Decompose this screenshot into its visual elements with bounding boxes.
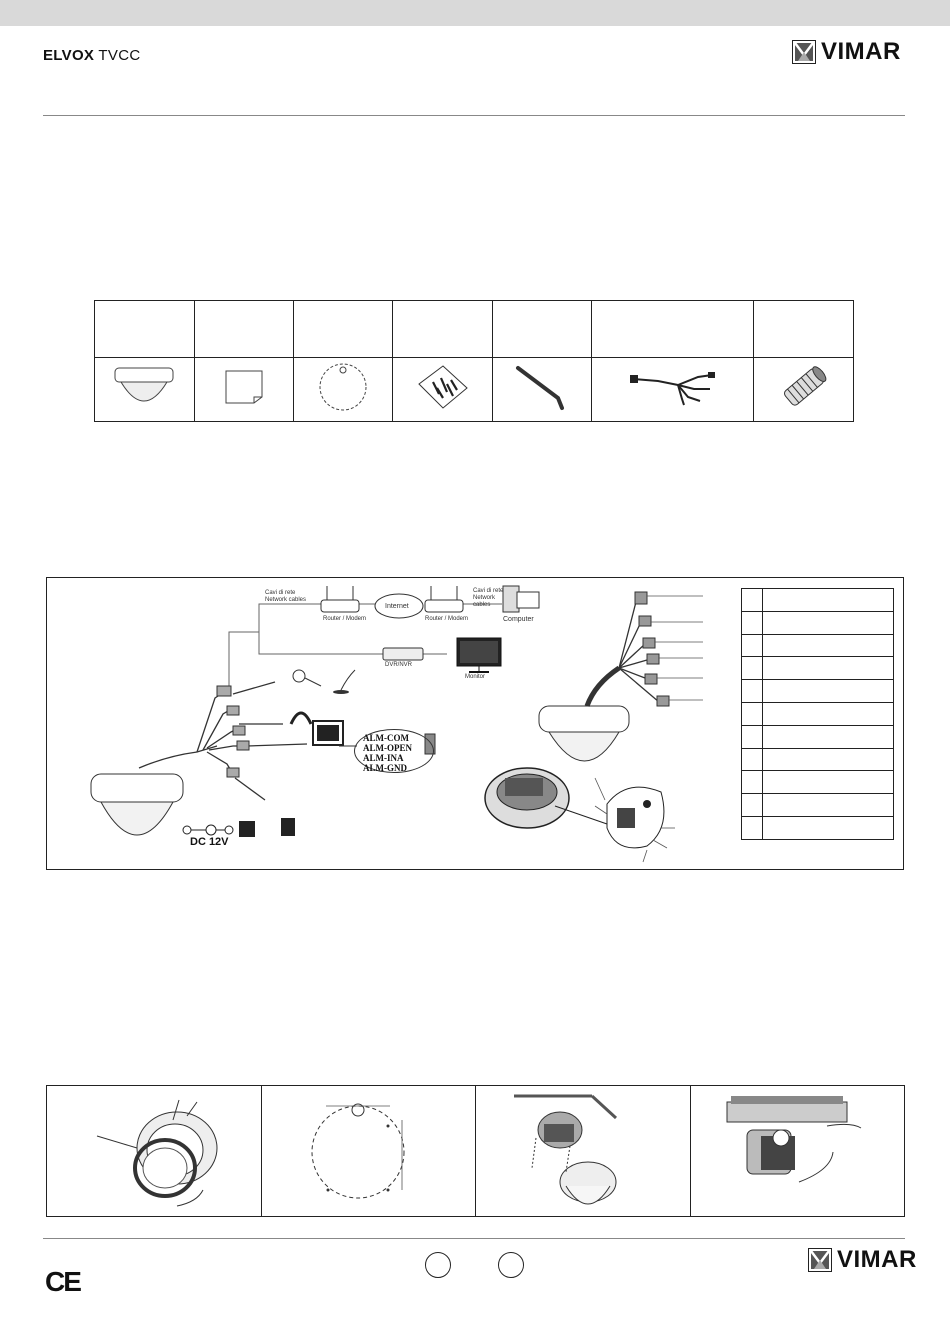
vimar-logo-icon xyxy=(792,40,816,64)
package-contents-table xyxy=(94,300,854,422)
table-cell xyxy=(293,301,392,358)
legend-number-cell xyxy=(742,748,763,771)
footer-rule xyxy=(43,1238,905,1239)
legend-label-cell xyxy=(763,680,894,703)
table-cell xyxy=(393,301,493,358)
cable-cell xyxy=(592,358,754,422)
monitor-icon xyxy=(457,638,501,672)
vimar-logo: VIMAR xyxy=(792,38,901,66)
connection-diagram xyxy=(46,577,904,870)
alarm-terminal-labels xyxy=(354,729,434,773)
cable-legend-table xyxy=(741,588,894,840)
manual-sheet-icon xyxy=(222,367,266,407)
drill-template-illustration xyxy=(262,1086,462,1216)
legend-number-cell xyxy=(742,634,763,657)
template-cell xyxy=(293,358,392,422)
legend-number-cell xyxy=(742,771,763,794)
remove-ring-illustration xyxy=(47,1086,247,1216)
hex-key-cell xyxy=(492,358,592,422)
sd-slot-detail xyxy=(595,778,675,862)
router-label-2: Router / Modem xyxy=(425,616,469,622)
legend-label-cell xyxy=(763,634,894,657)
screws-cell xyxy=(393,358,493,422)
legend-label-cell xyxy=(763,748,894,771)
network-cables-label-2: Cavi di rete Network cables xyxy=(473,588,504,608)
tv-icon xyxy=(313,721,343,745)
ce-mark: CE xyxy=(45,1266,80,1297)
step-mount-base xyxy=(476,1086,691,1216)
router-icon xyxy=(425,586,463,612)
top-bar xyxy=(0,0,950,26)
legend-number-cell xyxy=(742,589,763,612)
headphones-icon xyxy=(291,713,311,724)
footer-vimar-logo: VIMAR xyxy=(808,1246,917,1274)
manual-cell xyxy=(194,358,293,422)
alarm-line-label: ALM-GND xyxy=(363,763,407,773)
legend-label-cell xyxy=(763,771,894,794)
monitor-label: Monitor xyxy=(465,674,486,680)
legend-number-cell xyxy=(742,680,763,703)
legend-label-cell xyxy=(763,657,894,680)
router-icon xyxy=(321,586,359,612)
hex-key-icon xyxy=(510,362,574,412)
legend-number-cell xyxy=(742,702,763,725)
dome-camera-cell xyxy=(95,358,195,422)
microphone-icon xyxy=(293,670,355,694)
table-cell xyxy=(95,301,195,358)
legend-number-cell xyxy=(742,611,763,634)
vimar-logo-icon xyxy=(808,1248,832,1272)
installation-steps xyxy=(46,1085,905,1217)
wiring-diagram xyxy=(47,578,737,870)
camera-module-open xyxy=(485,768,607,828)
power-jack-icon xyxy=(183,818,295,837)
symbol-circle xyxy=(425,1252,451,1278)
power-label: DC 12V xyxy=(190,836,229,848)
legend-label-cell xyxy=(763,611,894,634)
step-drill-template xyxy=(262,1086,477,1216)
table-cell xyxy=(754,301,854,358)
cable-harness-icon xyxy=(628,367,718,407)
mount-base-illustration xyxy=(476,1086,676,1216)
power-adapter-icon xyxy=(281,818,295,836)
dome-camera-icon xyxy=(109,362,179,412)
legend-label-cell xyxy=(763,816,894,839)
table-cell xyxy=(592,301,754,358)
dome-camera-right xyxy=(539,592,703,761)
legend-label-cell xyxy=(763,794,894,817)
computer-label: Computer xyxy=(503,616,534,623)
table-cell xyxy=(194,301,293,358)
symbol-circle xyxy=(498,1252,524,1278)
legend-number-cell xyxy=(742,725,763,748)
step-remove-ring xyxy=(47,1086,262,1216)
computer-icon xyxy=(503,586,539,612)
screws-bag-icon xyxy=(413,362,473,412)
internet-label: Internet xyxy=(385,603,409,610)
legend-number-cell xyxy=(742,816,763,839)
adjust-lens-illustration xyxy=(691,1086,891,1216)
table-cell xyxy=(492,301,592,358)
dvr-icon xyxy=(383,648,423,660)
dvr-label: DVR/NVR xyxy=(385,662,413,668)
network-cables-label: Cavi di rete Network cables xyxy=(265,590,307,603)
waterproof-connector-icon xyxy=(774,362,834,412)
drill-template-icon xyxy=(316,360,370,414)
legend-label-cell xyxy=(763,589,894,612)
legend-number-cell xyxy=(742,657,763,680)
legend-label-cell xyxy=(763,702,894,725)
router-label-1: Router / Modem xyxy=(323,616,367,622)
legend-number-cell xyxy=(742,794,763,817)
step-adjust-lens xyxy=(691,1086,905,1216)
alarm-line-label: ALM-OPEN xyxy=(363,743,412,753)
header-rule xyxy=(43,115,905,116)
dome-camera-left xyxy=(91,774,183,835)
brand-name: ELVOX TVCC xyxy=(43,47,141,64)
alarm-line-label: ALM-INA xyxy=(363,753,404,763)
legend-label-cell xyxy=(763,725,894,748)
connector-cell xyxy=(754,358,854,422)
alarm-line-label: ALM-COM xyxy=(363,733,409,743)
